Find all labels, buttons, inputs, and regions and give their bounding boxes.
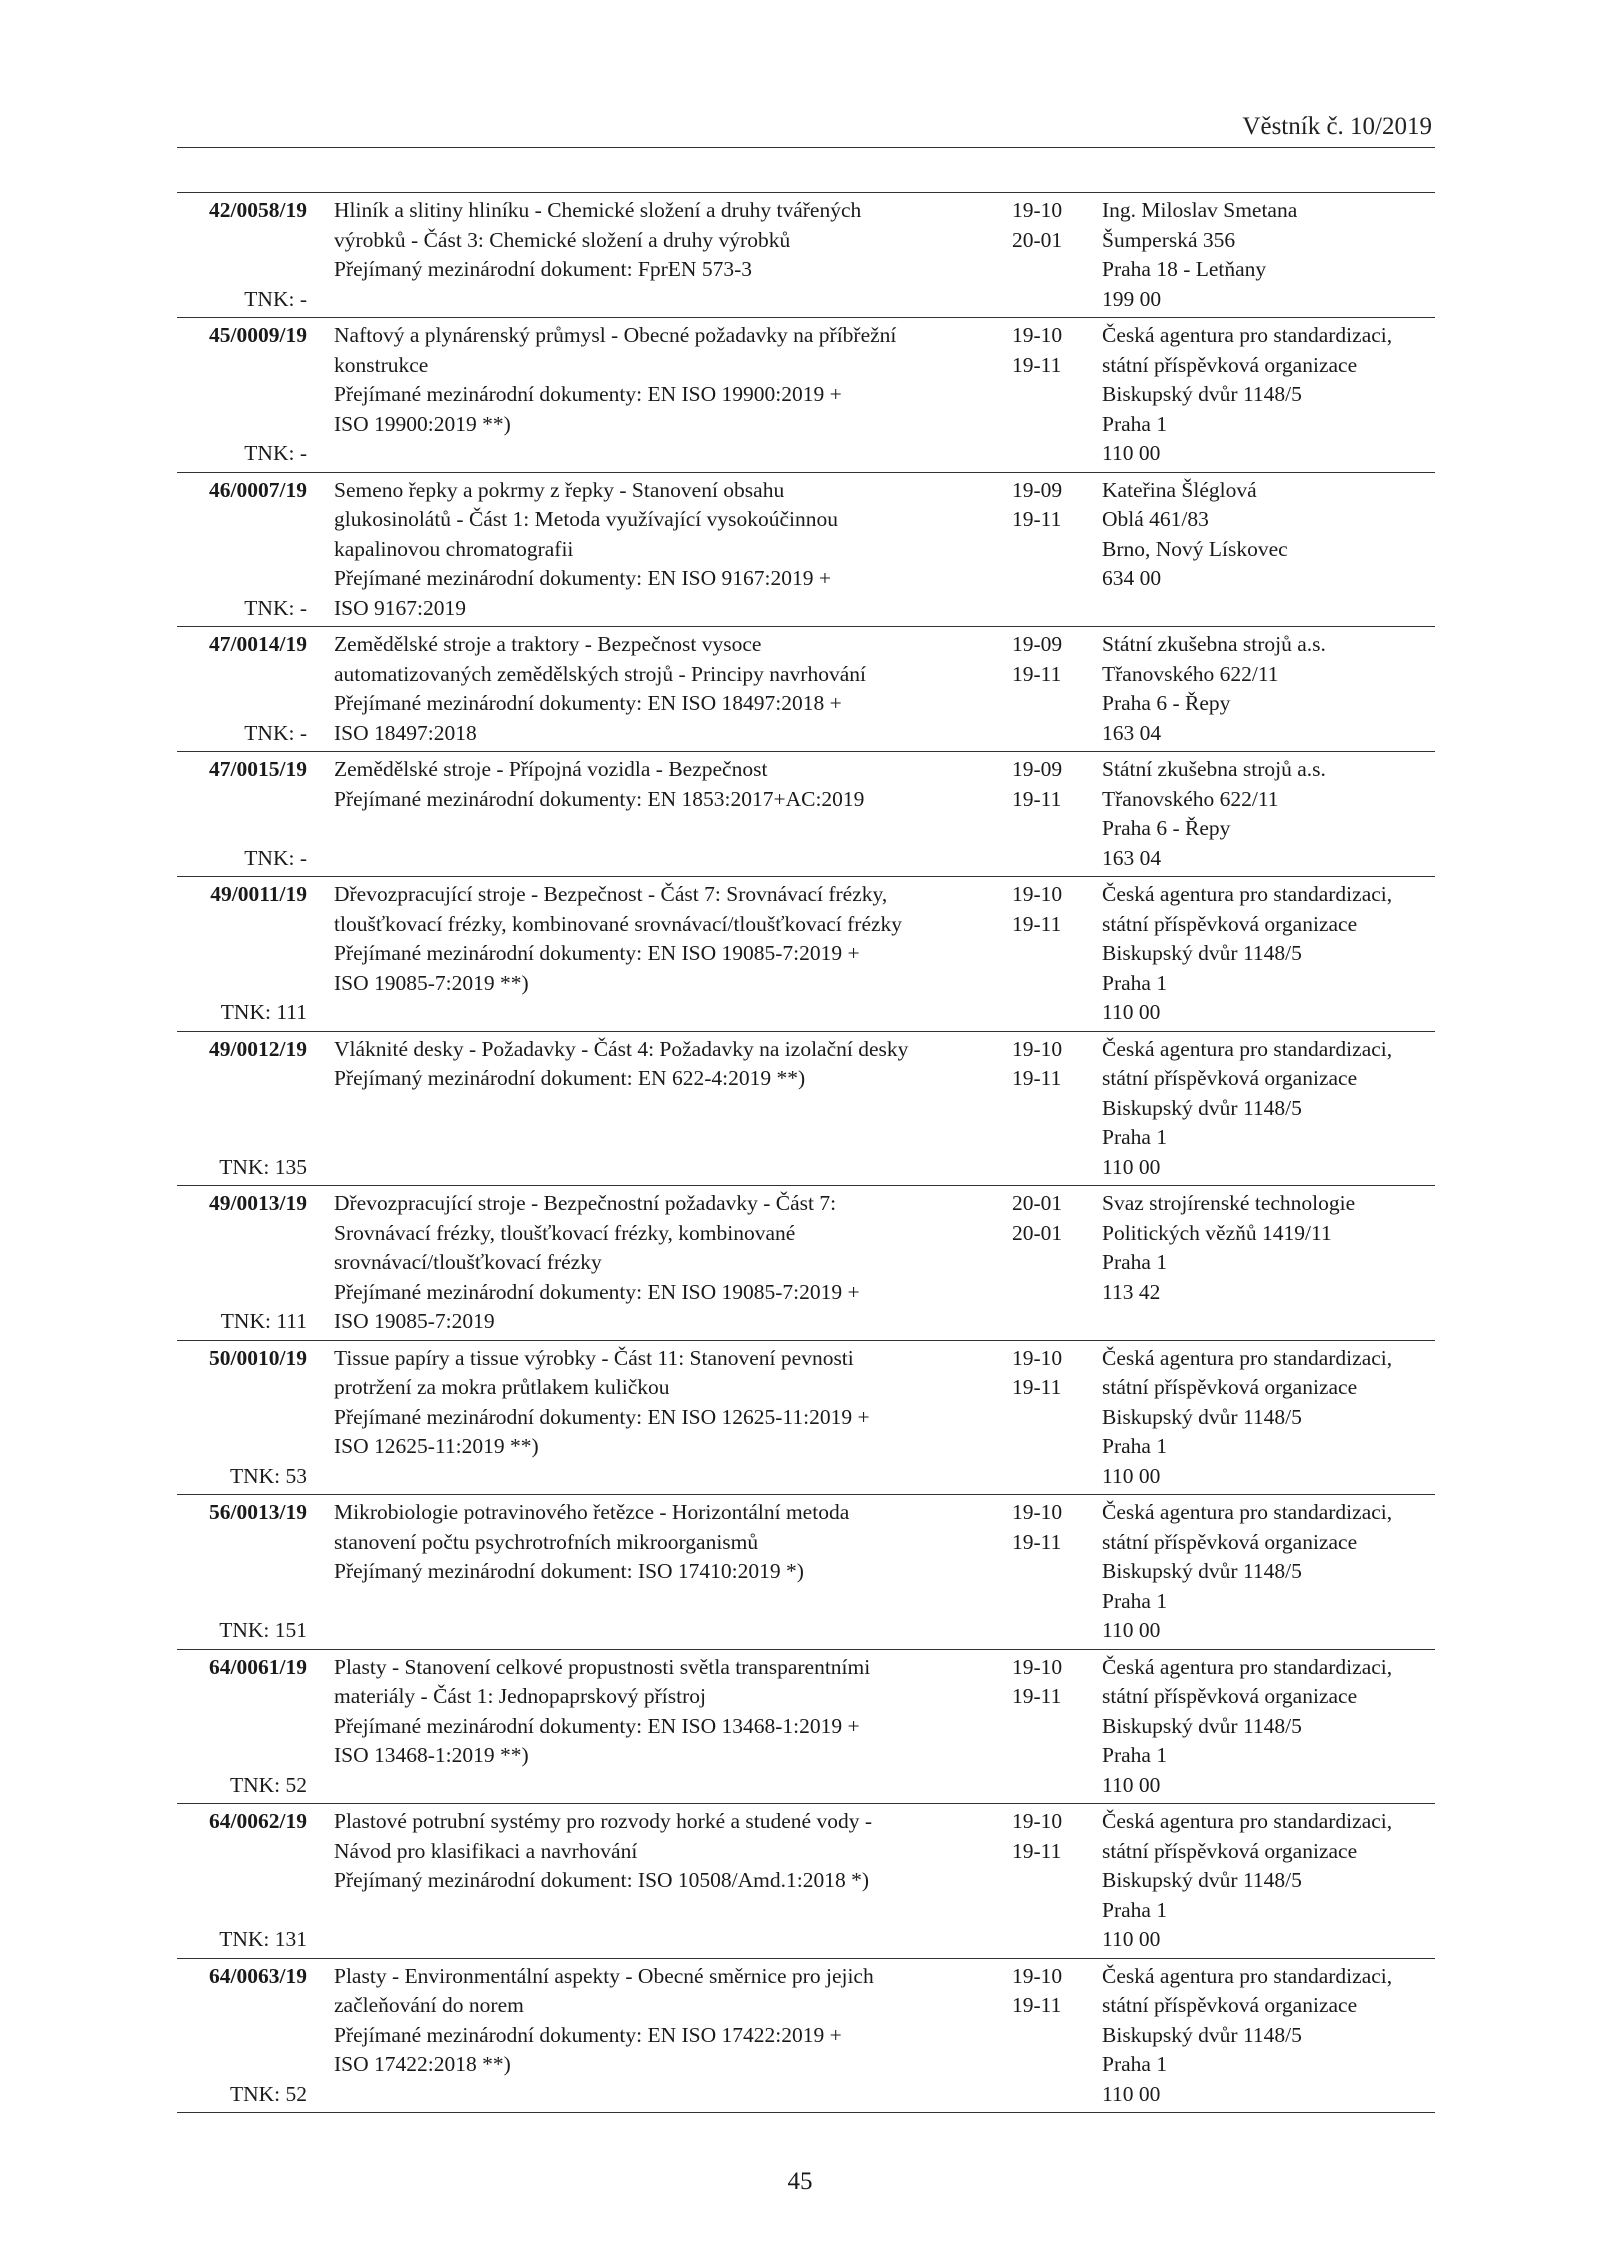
title-line: výrobků - Část 3: Chemické složení a druhy výrobků — [334, 227, 791, 252]
standards-table — [177, 192, 1435, 2113]
address-line: 634 00 — [1102, 566, 1162, 590]
title-line: Přejímané mezinárodní dokumenty: EN ISO 19900:2019 + — [334, 382, 842, 406]
row-number-cell — [177, 1344, 307, 1492]
standard-title-cell — [334, 1498, 854, 1587]
standard-number: 49/0012/19 — [209, 1036, 307, 1061]
row-number-cell — [177, 1035, 307, 1183]
title-line: protržení za mokra průtlakem kuličkou — [334, 1375, 670, 1399]
address-line: Biskupský dvůr 1148/5 — [1102, 1404, 1302, 1429]
dates-cell — [1012, 196, 1092, 255]
row-number-cell — [177, 196, 307, 314]
date-value: 19-11 — [1012, 1993, 1062, 2017]
address-line: Praha 1 — [1102, 970, 1168, 995]
table-row — [177, 1341, 1435, 1496]
address-line: Státní zkušebna strojů a.s. — [1102, 757, 1326, 781]
title-line: automatizovaných zemědělských strojů - Principy navrhování — [334, 661, 866, 686]
address-line: Biskupský dvůr 1148/5 — [1102, 2022, 1302, 2047]
row-number-cell — [177, 1962, 307, 2110]
tnk-label: TNK: - — [244, 595, 307, 620]
tnk-label: TNK: 52 — [229, 2081, 307, 2106]
title-line: Semeno řepky a pokrmy z řepky - Stanovení obsahu — [334, 477, 785, 502]
address-line: 199 00 — [1102, 286, 1162, 311]
address-line: 113 42 — [1102, 1279, 1161, 1304]
address-line: 163 04 — [1102, 720, 1162, 745]
date-value: 19-11 — [1012, 661, 1062, 686]
address-line: Třanovského 622/11 — [1102, 786, 1279, 811]
date-value: 19-11 — [1012, 1684, 1062, 1708]
processor-address-cell — [1102, 1498, 1442, 1646]
title-line: Přejímaný mezinárodní dokument: ISO 17410:2019 *) — [334, 1559, 804, 1583]
address-line: Kateřina Šléglová — [1102, 477, 1257, 502]
dates-cell — [1012, 1498, 1092, 1557]
dates-cell — [1012, 321, 1092, 380]
address-line: 110 00 — [1102, 1463, 1161, 1488]
address-line: Praha 1 — [1102, 2052, 1168, 2076]
date-value: 19-10 — [1012, 1036, 1063, 1061]
standard-title-cell — [334, 321, 897, 439]
standard-number: 49/0013/19 — [209, 1191, 307, 1215]
title-line: konstrukce — [334, 352, 429, 377]
address-line: Třanovského 622/11 — [1102, 661, 1279, 686]
standard-title-cell — [334, 196, 862, 285]
dates-cell — [1012, 1189, 1092, 1248]
address-line: Biskupský dvůr 1148/5 — [1102, 941, 1302, 965]
address-line: Praha 1 — [1102, 1434, 1168, 1458]
standard-title-cell — [334, 880, 903, 998]
table-row — [177, 1959, 1435, 2114]
standard-number: 47/0015/19 — [209, 757, 307, 781]
address-line: státní příspěvková organizace — [1102, 352, 1358, 377]
journal-title: Věstník č. 10/2019 — [1242, 113, 1432, 140]
standard-title-cell — [334, 1807, 873, 1896]
title-line: Srovnávací frézky, tloušťkovací frézky, kombinované — [334, 1220, 796, 1245]
address-line: státní příspěvková organizace — [1102, 911, 1358, 936]
tnk-label: TNK: 111 — [220, 1000, 307, 1024]
address-line: Ing. Miloslav Smetana — [1102, 198, 1298, 222]
date-value: 19-09 — [1012, 632, 1063, 656]
address-line: Česká agentura pro standardizaci, — [1102, 1036, 1393, 1061]
page-number: 45 — [787, 2168, 813, 2195]
address-line: Česká agentura pro standardizaci, — [1102, 1809, 1393, 1833]
title-line: glukosinolátů - Část 1: Metoda využívající vysokoúčinnou — [334, 507, 838, 531]
processor-address-cell — [1102, 1035, 1442, 1183]
title-line: Přejímaný mezinárodní dokument: EN 622-4:2019 **) — [334, 1066, 806, 1090]
address-line: Česká agentura pro standardizaci, — [1102, 882, 1393, 906]
date-value: 19-10 — [1012, 1963, 1063, 1988]
row-number-cell — [177, 630, 307, 748]
title-line: Dřevozpracující stroje - Bezpečnost - Část 7: Srovnávací frézky, — [334, 882, 888, 906]
table-row — [177, 1495, 1435, 1650]
row-number-cell — [177, 1189, 307, 1337]
address-line: 110 00 — [1102, 1154, 1161, 1179]
title-line: stanovení počtu psychrotrofních mikroorganismů — [334, 1529, 759, 1554]
tnk-label: TNK: - — [244, 845, 307, 870]
row-number-cell — [177, 1807, 307, 1955]
date-value: 19-10 — [1012, 198, 1063, 222]
row-number-cell — [177, 1653, 307, 1801]
date-value: 19-10 — [1012, 1809, 1063, 1833]
header-divider — [177, 147, 1435, 148]
tnk-label: TNK: 151 — [219, 1618, 307, 1642]
table-row — [177, 877, 1435, 1032]
standard-title-cell — [334, 1035, 909, 1094]
processor-address-cell — [1102, 880, 1442, 1028]
standard-number: 50/0010/19 — [209, 1345, 307, 1370]
address-line: Svaz strojírenské technologie — [1102, 1191, 1356, 1215]
processor-address-cell — [1102, 1344, 1442, 1492]
tnk-label: TNK: 111 — [220, 1309, 307, 1333]
date-value: 19-10 — [1012, 1500, 1063, 1524]
dates-cell — [1012, 476, 1092, 535]
title-line: ISO 9167:2019 — [334, 595, 466, 620]
row-number-cell — [177, 321, 307, 469]
processor-address-cell — [1102, 476, 1442, 594]
standard-number: 64/0063/19 — [209, 1963, 307, 1988]
address-line: 110 00 — [1102, 2081, 1161, 2106]
address-line: 110 00 — [1102, 1000, 1161, 1024]
title-line: materiály - Část 1: Jednopaprskový přístroj — [334, 1684, 706, 1708]
title-line: Přejímané mezinárodní dokumenty: EN ISO 12625-11:2019 + — [334, 1404, 870, 1429]
title-line: Přejímané mezinárodní dokumenty: EN ISO 13468-1:2019 + — [334, 1713, 860, 1738]
standard-title-cell — [334, 476, 854, 624]
address-line: Praha 1 — [1102, 1743, 1168, 1767]
address-line: Praha 1 — [1102, 1125, 1168, 1149]
table-row — [177, 1804, 1435, 1959]
address-line: státní příspěvková organizace — [1102, 1684, 1358, 1708]
title-line: tloušťkovací frézky, kombinované srovnávací/tloušťkovací frézky — [334, 911, 903, 936]
date-value: 19-11 — [1012, 352, 1062, 377]
address-line: 163 04 — [1102, 845, 1162, 870]
standard-number: 49/0011/19 — [210, 882, 307, 906]
address-line: Česká agentura pro standardizaci, — [1102, 323, 1393, 347]
address-line: Praha 1 — [1102, 1588, 1168, 1613]
address-line: státní příspěvková organizace — [1102, 1375, 1358, 1399]
row-number-cell — [177, 880, 307, 1028]
standard-number: 45/0009/19 — [209, 323, 307, 347]
title-line: Plastové potrubní systémy pro rozvody horké a studené vody - — [334, 1809, 873, 1833]
title-line: Přejímané mezinárodní dokumenty: EN ISO 18497:2018 + — [334, 691, 842, 715]
title-line: Přejímané mezinárodní dokumenty: EN ISO 17422:2019 + — [334, 2022, 842, 2047]
standard-title-cell — [334, 1344, 870, 1462]
dates-cell — [1012, 880, 1092, 939]
tnk-label: TNK: - — [244, 286, 307, 311]
standard-title-cell — [334, 1653, 871, 1771]
standard-number: 56/0013/19 — [209, 1500, 307, 1524]
title-line: Plasty - Stanovení celkové propustnosti světla transparentními — [334, 1654, 871, 1679]
dates-cell — [1012, 1035, 1092, 1094]
table-row — [177, 1032, 1435, 1187]
table-row — [177, 627, 1435, 752]
table-row — [177, 1186, 1435, 1341]
tnk-label: TNK: 131 — [219, 1927, 307, 1951]
address-line: Česká agentura pro standardizaci, — [1102, 1963, 1393, 1988]
dates-cell — [1012, 1344, 1092, 1403]
address-line: Biskupský dvůr 1148/5 — [1102, 1095, 1302, 1120]
title-line: Vláknité desky - Požadavky - Část 4: Požadavky na izolační desky — [334, 1036, 909, 1061]
title-line: Dřevozpracující stroje - Bezpečnostní požadavky - Část 7: — [334, 1191, 837, 1215]
date-value: 20-01 — [1012, 1220, 1063, 1245]
address-line: Politických vězňů 1419/11 — [1102, 1220, 1332, 1245]
address-line: státní příspěvková organizace — [1102, 1993, 1358, 2017]
address-line: Biskupský dvůr 1148/5 — [1102, 1559, 1302, 1583]
title-line: ISO 12625-11:2019 **) — [334, 1434, 539, 1458]
address-line: Státní zkušebna strojů a.s. — [1102, 632, 1326, 656]
address-line: státní příspěvková organizace — [1102, 1066, 1358, 1090]
title-line: Přejímaný mezinárodní dokument: ISO 10508/Amd.1:2018 *) — [334, 1868, 870, 1892]
address-line: Brno, Nový Lískovec — [1102, 536, 1288, 561]
standard-title-cell — [334, 630, 866, 748]
title-line: Hliník a slitiny hliníku - Chemické složení a druhy tvářených — [334, 198, 862, 222]
address-line: Praha 1 — [1102, 411, 1168, 436]
date-value: 20-01 — [1012, 1191, 1063, 1215]
title-line: Přejímané mezinárodní dokumenty: EN ISO 19085-7:2019 + — [334, 1279, 860, 1304]
date-value: 19-09 — [1012, 757, 1063, 781]
standard-number: 64/0062/19 — [209, 1809, 307, 1833]
title-line: Tissue papíry a tissue výrobky - Část 11: Stanovení pevnosti — [334, 1345, 854, 1370]
address-line: 110 00 — [1102, 441, 1161, 465]
address-line: Praha 1 — [1102, 1250, 1168, 1274]
standard-title-cell — [334, 755, 865, 814]
title-line: kapalinovou chromatografii — [334, 536, 574, 561]
date-value: 19-09 — [1012, 477, 1063, 502]
tnk-label: TNK: - — [244, 441, 307, 465]
row-number-cell — [177, 476, 307, 624]
processor-address-cell — [1102, 1807, 1442, 1955]
address-line: Česká agentura pro standardizaci, — [1102, 1345, 1393, 1370]
address-line: Biskupský dvůr 1148/5 — [1102, 1713, 1302, 1738]
title-line: ISO 18497:2018 — [334, 720, 477, 745]
address-line: Česká agentura pro standardizaci, — [1102, 1500, 1393, 1524]
address-line: Oblá 461/83 — [1102, 507, 1209, 531]
address-line: státní příspěvková organizace — [1102, 1838, 1358, 1863]
address-line: Praha 18 - Letňany — [1102, 257, 1267, 281]
standard-number: 46/0007/19 — [209, 477, 307, 502]
dates-cell — [1012, 1962, 1092, 2021]
standard-title-cell — [334, 1189, 860, 1337]
title-line: ISO 19900:2019 **) — [334, 411, 511, 436]
date-value: 19-11 — [1012, 786, 1062, 811]
title-line: Přejímané mezinárodní dokumenty: EN ISO 9167:2019 + — [334, 566, 831, 590]
standard-number: 47/0014/19 — [209, 632, 307, 656]
tnk-label: TNK: - — [244, 720, 307, 745]
address-line: 110 00 — [1102, 1772, 1161, 1797]
title-line: Mikrobiologie potravinového řetězce - Horizontální metoda — [334, 1500, 850, 1524]
title-line: Přejímané mezinárodní dokumenty: EN ISO 19085-7:2019 + — [334, 941, 860, 965]
title-line: Přejímané mezinárodní dokumenty: EN 1853:2017+AC:2019 — [334, 786, 865, 811]
address-line: 110 00 — [1102, 1927, 1161, 1951]
dates-cell — [1012, 755, 1092, 814]
dates-cell — [1012, 1807, 1092, 1866]
address-line: Praha 6 - Řepy — [1102, 691, 1231, 715]
address-line: Biskupský dvůr 1148/5 — [1102, 382, 1302, 406]
table-row — [177, 193, 1435, 318]
table-row — [177, 752, 1435, 877]
dates-cell — [1012, 630, 1092, 689]
title-line: Naftový a plynárenský průmysl - Obecné požadavky na příbřežní — [334, 323, 897, 347]
title-line: Zemědělské stroje a traktory - Bezpečnost vysoce — [334, 632, 762, 656]
tnk-label: TNK: 135 — [219, 1154, 307, 1179]
table-row — [177, 473, 1435, 628]
title-line: začleňování do norem — [334, 1993, 524, 2017]
tnk-label: TNK: 52 — [229, 1772, 307, 1797]
date-value: 19-11 — [1012, 1529, 1062, 1554]
dates-cell — [1012, 1653, 1092, 1712]
title-line: ISO 17422:2018 **) — [334, 2052, 511, 2076]
date-value: 19-10 — [1012, 1654, 1063, 1679]
row-number-cell — [177, 755, 307, 873]
processor-address-cell — [1102, 196, 1442, 314]
processor-address-cell — [1102, 1962, 1442, 2110]
address-line: Biskupský dvůr 1148/5 — [1102, 1868, 1302, 1892]
processor-address-cell — [1102, 630, 1442, 748]
address-line: Praha 1 — [1102, 1897, 1168, 1922]
standard-number: 42/0058/19 — [209, 198, 307, 222]
title-line: ISO 19085-7:2019 **) — [334, 970, 529, 995]
title-line: Zemědělské stroje - Přípojná vozidla - Bezpečnost — [334, 757, 768, 781]
title-line: ISO 19085-7:2019 — [334, 1309, 495, 1333]
address-line: 110 00 — [1102, 1618, 1161, 1642]
processor-address-cell — [1102, 1189, 1442, 1307]
date-value: 19-11 — [1012, 1375, 1062, 1399]
date-value: 19-11 — [1012, 911, 1062, 936]
processor-address-cell — [1102, 1653, 1442, 1801]
processor-address-cell — [1102, 321, 1442, 469]
title-line: Návod pro klasifikaci a navrhování — [334, 1838, 638, 1863]
processor-address-cell — [1102, 755, 1442, 873]
standard-number: 64/0061/19 — [209, 1654, 307, 1679]
row-number-cell — [177, 1498, 307, 1646]
address-line: státní příspěvková organizace — [1102, 1529, 1358, 1554]
title-line: Plasty - Environmentální aspekty - Obecné směrnice pro jejich — [334, 1963, 874, 1988]
address-line: Šumperská 356 — [1102, 227, 1236, 252]
address-line: Česká agentura pro standardizaci, — [1102, 1654, 1393, 1679]
address-line: Praha 6 - Řepy — [1102, 816, 1231, 840]
title-line: ISO 13468-1:2019 **) — [334, 1743, 529, 1767]
date-value: 19-10 — [1012, 1345, 1063, 1370]
title-line: Přejímaný mezinárodní dokument: FprEN 573-3 — [334, 257, 752, 281]
date-value: 19-11 — [1012, 1066, 1062, 1090]
tnk-label: TNK: 53 — [229, 1463, 307, 1488]
date-value: 19-10 — [1012, 323, 1063, 347]
table-row — [177, 318, 1435, 473]
table-row — [177, 1650, 1435, 1805]
title-line: srovnávací/tloušťkovací frézky — [334, 1250, 602, 1274]
date-value: 20-01 — [1012, 227, 1063, 252]
date-value: 19-11 — [1012, 1838, 1062, 1863]
date-value: 19-11 — [1012, 507, 1062, 531]
date-value: 19-10 — [1012, 882, 1063, 906]
standard-title-cell — [334, 1962, 874, 2080]
